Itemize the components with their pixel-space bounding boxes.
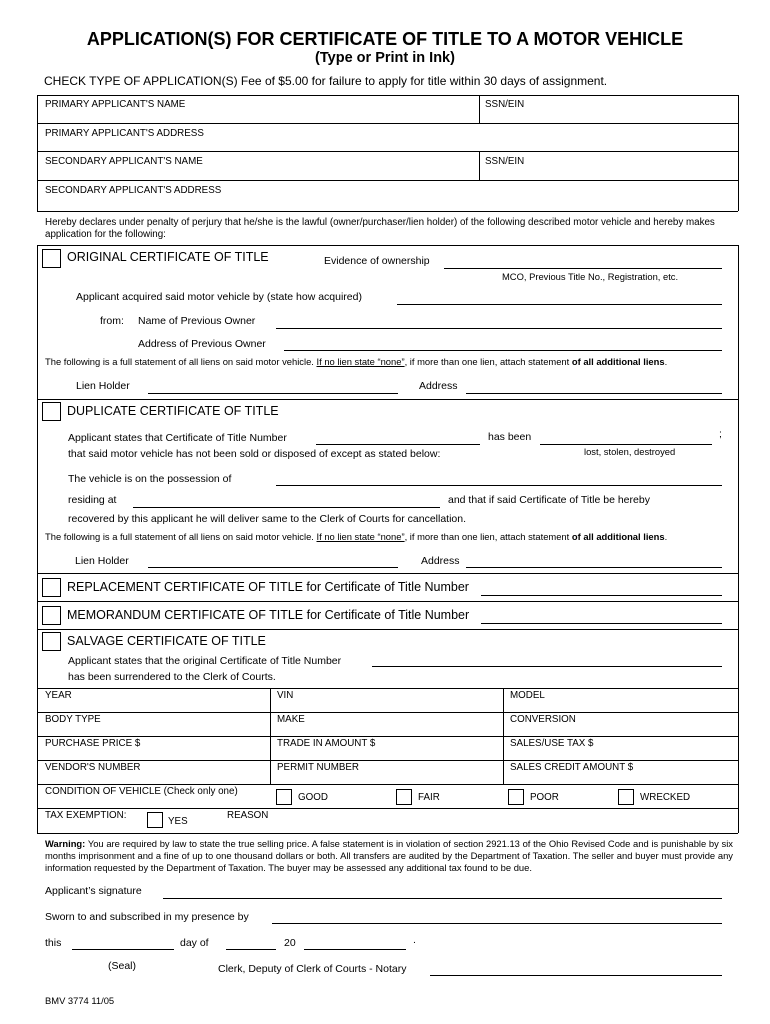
memorandum-title-heading: MEMORANDUM CERTIFICATE OF TITLE for Certificate of Title Number [67, 608, 470, 622]
seal-label: (Seal) [108, 960, 137, 972]
salvage-title-number-label: Applicant states that the original Certificate of Title Number [68, 655, 342, 667]
replacement-title-heading: REPLACEMENT CERTIFICATE OF TITLE for Certificate of Title Number [67, 580, 469, 594]
condition-good-checkbox[interactable] [276, 789, 292, 805]
condition-poor-label: POOR [530, 792, 559, 803]
form-subtitle: (Type or Print in Ink) [315, 50, 455, 66]
form-id: BMV 3774 11/05 [45, 995, 115, 1006]
acquired-by-label: Applicant acquired said motor vehicle by (state how acquired) [76, 291, 362, 303]
semicolon: ; [719, 428, 722, 440]
previous-owner-name-line[interactable] [276, 328, 722, 329]
duplicate-title-checkbox[interactable] [42, 402, 61, 421]
vendor-number-field[interactable]: VENDOR'S NUMBER [45, 762, 141, 773]
month-line[interactable] [226, 949, 276, 950]
clerk-notary-line[interactable] [430, 975, 722, 976]
evidence-of-ownership-label: Evidence of ownership [324, 255, 430, 267]
sales-credit-amount-field[interactable]: SALES CREDIT AMOUNT $ [510, 762, 634, 773]
warning-paragraph: Warning: You are required by law to state the true selling price. A false statement is in violation of section 2921.13 of the Ohio Revised Code and is punishable by six months imprisonment and a fine of up to one thousand dollars or both. All transfers are audited by the Department of Taxation. The seller and buyer must provide any information requested by the Department of Taxation. The buyer may be assessed any additional tax found to be due. [45, 838, 733, 874]
day-line[interactable] [72, 949, 174, 950]
condition-poor-checkbox[interactable] [508, 789, 524, 805]
primary-applicant-address-field[interactable]: PRIMARY APPLICANT'S ADDRESS [45, 128, 204, 139]
sales-use-tax-field[interactable]: SALES/USE TAX $ [510, 738, 594, 749]
original-lien-address-label: Address [419, 380, 458, 392]
salvage-title-heading: SALVAGE CERTIFICATE OF TITLE [67, 634, 266, 648]
condition-label: CONDITION OF VEHICLE (Check only one) [45, 786, 238, 797]
previous-owner-address-line[interactable] [284, 350, 722, 351]
not-sold-statement: that said motor vehicle has not been sold or disposed of except as stated below: [68, 448, 441, 460]
and-that-statement: and that if said Certificate of Title be hereby [448, 494, 650, 506]
purchase-price-field[interactable]: PURCHASE PRICE $ [45, 738, 141, 749]
replacement-title-number-line[interactable] [481, 595, 722, 596]
year-field[interactable]: YEAR [45, 690, 72, 701]
condition-good-label: GOOD [298, 792, 328, 803]
duplicate-lien-address-label: Address [421, 555, 460, 567]
permit-number-field[interactable]: PERMIT NUMBER [277, 762, 360, 773]
duplicate-lien-holder-line[interactable] [148, 567, 398, 568]
make-field[interactable]: MAKE [277, 714, 305, 725]
sworn-line[interactable] [272, 923, 722, 924]
salvage-title-checkbox[interactable] [42, 632, 61, 651]
duplicate-title-heading: DUPLICATE CERTIFICATE OF TITLE [67, 404, 279, 418]
lost-stolen-hint: lost, stolen, destroyed [584, 446, 676, 457]
clerk-notary-label: Clerk, Deputy of Clerk of Courts - Notary [218, 963, 407, 975]
residing-at-label: residing at [68, 494, 117, 506]
condition-wrecked-checkbox[interactable] [618, 789, 634, 805]
primary-applicant-name-field[interactable]: PRIMARY APPLICANT'S NAME [45, 99, 186, 110]
condition-fair-checkbox[interactable] [396, 789, 412, 805]
acquired-by-line[interactable] [397, 304, 722, 305]
replacement-title-checkbox[interactable] [42, 578, 61, 597]
previous-owner-address-label: Address of Previous Owner [138, 338, 266, 350]
previous-owner-name-label: Name of Previous Owner [138, 315, 256, 327]
memorandum-title-checkbox[interactable] [42, 606, 61, 625]
evidence-of-ownership-line[interactable] [444, 268, 722, 269]
tax-exemption-label: TAX EXEMPTION: [45, 810, 127, 821]
evidence-hint: MCO, Previous Title No., Registration, etc. [502, 271, 679, 282]
duplicate-liens-statement: The following is a full statement of all liens on said motor vehicle. If no lien state “none”, if more than one lien, attach statement of all additional liens. [45, 531, 668, 542]
has-been-label: has been [488, 431, 532, 443]
condition-fair-label: FAIR [418, 792, 440, 803]
form-title: APPLICATION(S) FOR CERTIFICATE OF TITLE TO A MOTOR VEHICLE [86, 29, 684, 49]
salvage-title-number-line[interactable] [372, 666, 722, 667]
check-type-instruction: CHECK TYPE OF APPLICATION(S) Fee of $5.00 for failure to apply for title within 30 days of assignment. [44, 74, 608, 88]
condition-wrecked-label: WRECKED [640, 792, 691, 803]
original-title-heading: ORIGINAL CERTIFICATE OF TITLE [67, 250, 269, 264]
tax-exemption-yes-checkbox[interactable] [147, 812, 163, 828]
has-been-line[interactable] [540, 444, 712, 445]
applicant-signature-label: Applicant’s signature [45, 885, 142, 897]
period-mark: . [413, 934, 416, 946]
recovered-statement: recovered by this applicant he will deliver same to the Clerk of Courts for cancellation. [68, 513, 467, 525]
secondary-ssn-field[interactable]: SSN/EIN [485, 156, 525, 167]
tax-exemption-reason-field[interactable]: REASON [227, 810, 269, 821]
memorandum-title-number-line[interactable] [481, 623, 722, 624]
vin-field[interactable]: VIN [277, 690, 294, 701]
this-label: this [45, 937, 62, 949]
original-lien-holder-label: Lien Holder [76, 380, 130, 392]
duplicate-title-number-label: Applicant states that Certificate of Title Number [68, 432, 287, 444]
possession-line[interactable] [276, 485, 722, 486]
body-type-field[interactable]: BODY TYPE [45, 714, 101, 725]
declaration-text: Hereby declares under penalty of perjury that he/she is the lawful (owner/purchaser/lien holder) of the following described motor vehicle and hereby makes application for the following: [45, 217, 715, 240]
duplicate-lien-holder-label: Lien Holder [75, 555, 129, 567]
surrendered-statement: has been surrendered to the Clerk of Courts. [68, 671, 276, 683]
tax-exemption-yes-label: YES [168, 816, 188, 827]
duplicate-lien-address-line[interactable] [466, 567, 722, 568]
duplicate-title-number-line[interactable] [316, 444, 480, 445]
original-lien-address-line[interactable] [466, 393, 722, 394]
original-title-checkbox[interactable] [42, 249, 61, 268]
conversion-field[interactable]: CONVERSION [510, 714, 576, 725]
from-label: from: [100, 315, 124, 327]
possession-label: The vehicle is on the possession of [68, 473, 232, 485]
applicant-signature-line[interactable] [163, 898, 722, 899]
sworn-label: Sworn to and subscribed in my presence by [45, 911, 249, 923]
original-lien-holder-line[interactable] [148, 393, 398, 394]
day-of-label: day of [180, 937, 209, 949]
year-line[interactable] [304, 949, 406, 950]
secondary-applicant-address-field[interactable]: SECONDARY APPLICANT'S ADDRESS [45, 185, 222, 196]
original-liens-statement: The following is a full statement of all liens on said motor vehicle. If no lien state “none”, if more than one lien, attach statement of all additional liens. [45, 356, 668, 367]
model-field[interactable]: MODEL [510, 690, 545, 701]
primary-ssn-field[interactable]: SSN/EIN [485, 99, 525, 110]
year-prefix-label: 20 [284, 937, 296, 949]
secondary-applicant-name-field[interactable]: SECONDARY APPLICANT'S NAME [45, 156, 203, 167]
residing-at-line[interactable] [133, 507, 440, 508]
trade-in-amount-field[interactable]: TRADE IN AMOUNT $ [277, 738, 376, 749]
